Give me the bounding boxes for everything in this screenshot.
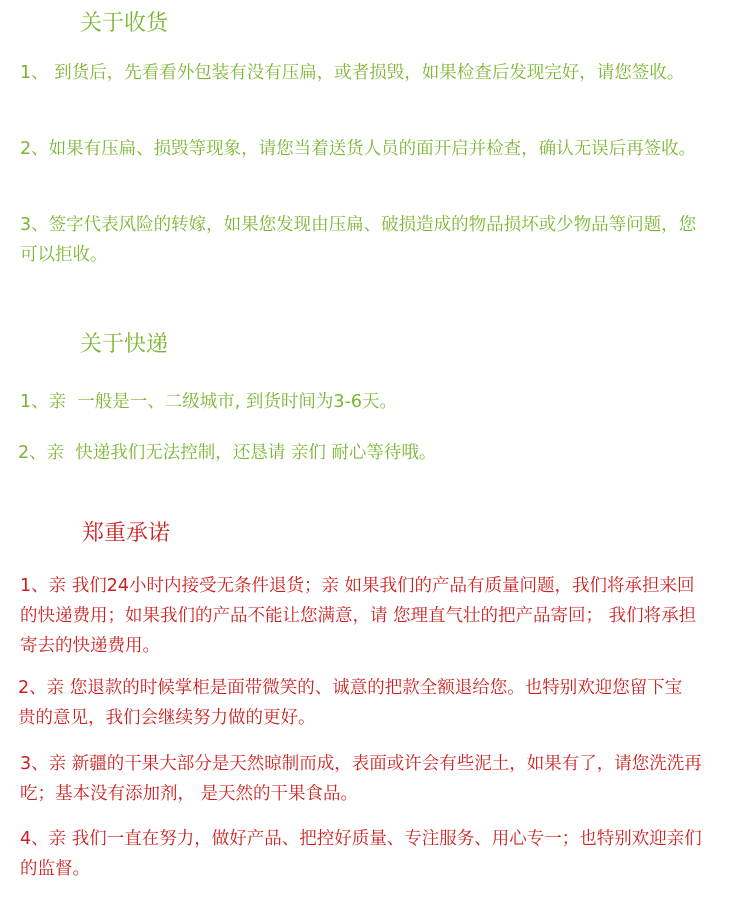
promise-item-3: 3、亲 新疆的干果大部分是天然晾制而成，表面或许会有些泥土，如果有了，请您洗洗再吃；基本没有添加剂， 是天然的干果食品。	[20, 754, 702, 804]
promise-item-4: 4、亲 我们一直在努力，做好产品、把控好质量、专注服务、用心专一；也特别欢迎亲们的监督。	[20, 829, 702, 879]
receiving-title: 关于收货	[80, 11, 169, 36]
promise-title: 郑重承诺	[82, 521, 171, 546]
promise-item-2: 2、亲 您退款的时候掌柜是面带微笑的、诚意的把款全额退给您。也特别欢迎您留下宝贵的意见，我们会继续努力做的更好。	[18, 678, 683, 728]
receiving-item-3: 3、签字代表风险的转嫁，如果您发现由压扁、破损造成的物品损坏或少物品等问题，您可以拒收。	[20, 215, 697, 265]
receiving-item-1: 1、 到货后，先看看外包装有没有压扁，或者损毁，如果检查后发现完好，请您签收。	[20, 63, 685, 83]
express-item-1: 1、亲 一般是一、二级城市, 到货时间为3-6天。	[20, 392, 397, 412]
express-item-2: 2、亲 快递我们无法控制，还恳请 亲们 耐心等待哦。	[18, 443, 437, 463]
promise-item-1: 1、亲 我们24小时内接受无条件退货；亲 如果我们的产品有质量问题，我们将承担来回的快递费用；如果我们的产品不能让您满意，请 您理直气壮的把产品寄回； 我们将承担寄去的快递费用。	[20, 576, 697, 656]
receiving-item-2: 2、如果有压扁、损毁等现象，请您当着送货人员的面开启并检查，确认无误后再签收。	[20, 139, 697, 159]
express-title: 关于快递	[80, 332, 169, 357]
